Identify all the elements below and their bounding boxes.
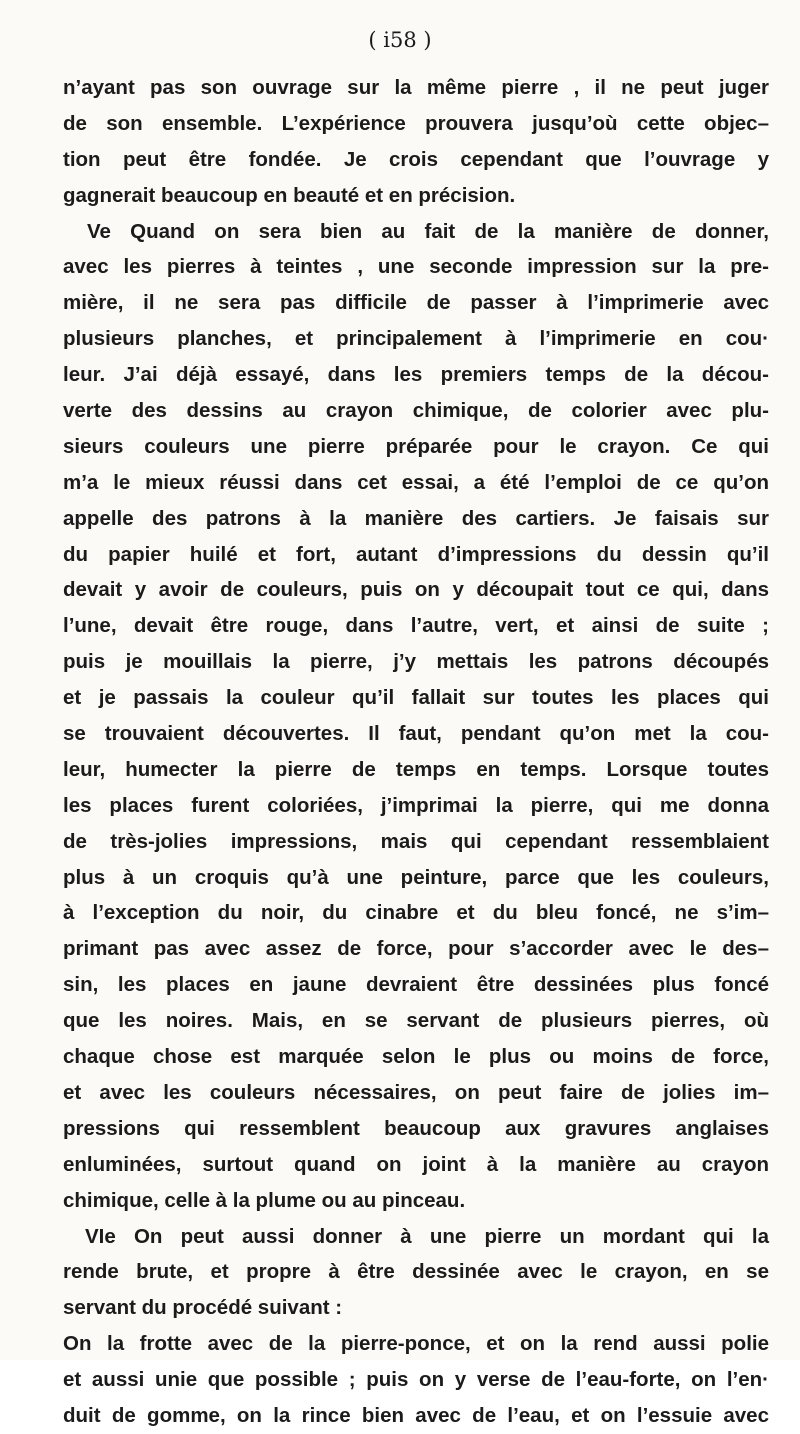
text-line: gagnerait beaucoup en beauté et en précision. bbox=[63, 183, 516, 207]
text-line: leur, humecter la pierre de temps en temps. Lorsque toutes bbox=[63, 757, 769, 781]
text-line: On la frotte avec de la pierre-ponce, et on la rend aussi polie bbox=[63, 1332, 769, 1356]
text-line: l’une, devait être rouge, dans l’autre, vert, et ainsi de suite ; bbox=[63, 614, 769, 638]
text-line: de son ensemble. L’expérience prouvera jusqu’où cette objec– bbox=[63, 111, 769, 135]
section-vi-start: VIe On peut aussi donner à une pierre un mordant qui la bbox=[85, 1224, 769, 1248]
text-line: à l’exception du noir, du cinabre et du bleu foncé, ne s’im– bbox=[63, 901, 769, 925]
text-line: m’a le mieux réussi dans cet essai, a été l’emploi de ce qu’on bbox=[63, 470, 769, 494]
text-line: duit de gomme, on la rince bien avec de l’eau, et on l’essuie avec bbox=[63, 1403, 769, 1427]
text-line: avec les pierres à teintes , une seconde impression sur la pre- bbox=[63, 255, 769, 279]
text-line: devait y avoir de couleurs, puis on y découpait tout ce qui, dans bbox=[63, 578, 769, 602]
text-line: sin, les places en jaune devraient être dessinées plus foncé bbox=[63, 973, 769, 997]
text-line: et avec les couleurs nécessaires, on peut faire de jolies im– bbox=[63, 1080, 769, 1104]
text-line: appelle des patrons à la manière des cartiers. Je faisais sur bbox=[63, 506, 769, 530]
text-line: tion peut être fondée. Je crois cependant que l’ouvrage y bbox=[63, 147, 769, 171]
text-line: plus à un croquis qu’à une peinture, parce que les couleurs, bbox=[63, 865, 769, 889]
text-line: mière, il ne sera pas difficile de passer à l’imprimerie avec bbox=[63, 291, 769, 315]
text-line: du papier huilé et fort, autant d’impressions du dessin qu’il bbox=[63, 542, 769, 566]
text-line: rende brute, et propre à être dessinée avec le crayon, en se bbox=[63, 1260, 769, 1284]
text-line: primant pas avec assez de force, pour s’accorder avec le des– bbox=[63, 937, 769, 961]
page-number: ( i58 ) bbox=[368, 28, 432, 52]
text-line: sieurs couleurs une pierre préparée pour le crayon. Ce qui bbox=[63, 434, 769, 458]
text-line: verte des dessins au crayon chimique, de colorier avec plu- bbox=[63, 399, 769, 423]
text-line: et aussi unie que possible ; puis on y verse de l’eau-forte, on l’en· bbox=[63, 1368, 769, 1392]
text-line: que les noires. Mais, en se servant de plusieurs pierres, où bbox=[63, 1009, 769, 1033]
text-line: et je passais la couleur qu’il fallait sur toutes les places qui bbox=[63, 686, 769, 710]
text-line: se trouvaient découvertes. Il faut, pendant qu’on met la cou- bbox=[63, 722, 769, 746]
text-line: leur. J’ai déjà essayé, dans les premiers temps de la décou- bbox=[63, 363, 769, 387]
text-line: enluminées, surtout quand on joint à la manière au crayon bbox=[63, 1152, 769, 1176]
text-line: pressions qui ressemblent beaucoup aux gravures anglaises bbox=[63, 1116, 769, 1140]
text-line: n’ayant pas son ouvrage sur la même pierre , il ne peut juger bbox=[63, 76, 769, 99]
text-line: chaque chose est marquée selon le plus ou moins de force, bbox=[63, 1045, 769, 1069]
text-line: servant du procédé suivant : bbox=[63, 1296, 343, 1320]
text-line: de très-jolies impressions, mais qui cependant ressemblaient bbox=[63, 829, 769, 853]
text-line: chimique, celle à la plume ou au pinceau. bbox=[63, 1188, 466, 1212]
body-text bbox=[63, 70, 769, 1434]
text-line: plusieurs planches, et principalement à l’imprimerie en cou· bbox=[63, 327, 769, 351]
text-line: puis je mouillais la pierre, j’y mettais les patrons découpés bbox=[63, 650, 769, 674]
text-line: les places furent coloriées, j’imprimai la pierre, qui me donna bbox=[63, 793, 769, 817]
section-v-start: Ve Quand on sera bien au fait de la manière de donner, bbox=[87, 219, 769, 243]
